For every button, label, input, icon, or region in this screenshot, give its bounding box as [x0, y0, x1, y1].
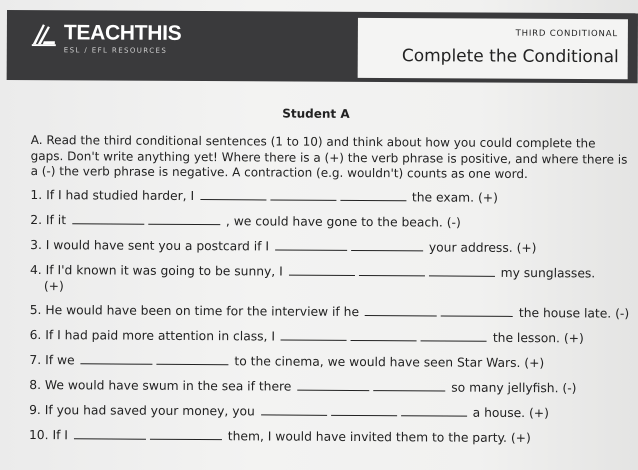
question-ending: your address. (+) [428, 239, 537, 255]
question-ending: my sunglasses. [500, 265, 596, 280]
answer-blank[interactable] [270, 188, 336, 200]
question-number: 6. [29, 327, 42, 342]
answer-blank[interactable] [72, 212, 144, 224]
question-item [30, 301, 630, 330]
question-number: 9. [29, 402, 41, 417]
answer-blank[interactable] [365, 304, 437, 316]
question-item [30, 211, 630, 240]
question-stem: If it [45, 212, 67, 227]
answer-blank[interactable] [156, 352, 228, 364]
answer-blank[interactable] [200, 188, 266, 200]
answer-blank[interactable] [74, 427, 146, 439]
question-stem: If we [45, 352, 75, 367]
teachthis-logo [31, 20, 182, 55]
question-stem: I would have sent you a postcard if I [45, 237, 270, 253]
question-item [30, 236, 630, 265]
answer-blank[interactable] [429, 264, 495, 276]
question-number: 4. [29, 262, 42, 277]
student-heading: Student A [282, 106, 350, 121]
answer-blank[interactable] [289, 263, 355, 275]
question-ending: , we could have gone to the beach. (-) [225, 213, 461, 230]
question-item [29, 376, 629, 405]
worksheet-category: THIRD CONDITIONAL [515, 28, 618, 40]
answer-blank[interactable] [281, 328, 347, 340]
question-list [29, 186, 631, 455]
answer-blank[interactable] [351, 238, 423, 250]
question-number: 8. [29, 377, 42, 392]
answer-blank[interactable] [359, 264, 425, 276]
question-item [29, 401, 629, 430]
question-ending: the lesson. (+) [492, 330, 584, 345]
book-icon [31, 20, 57, 46]
question-stem: If I had studied harder, I [46, 187, 195, 203]
question-ending: them, I would have invited them to the party. (+) [227, 428, 531, 445]
question-ending: the exam. (+) [411, 189, 498, 205]
answer-blank[interactable] [297, 378, 369, 390]
question-ending: to the cinema, we would have seen Star Wars. (+) [234, 353, 545, 370]
answer-blank[interactable] [340, 188, 406, 200]
answer-blank[interactable] [401, 404, 467, 416]
answer-blank[interactable] [148, 212, 220, 224]
answer-blank[interactable] [150, 427, 222, 439]
question-stem: If I had paid more attention in class, I [45, 327, 276, 343]
question-ending: so many jellyfish. (-) [451, 380, 577, 395]
brand-name: TEACHTHIS [63, 21, 182, 45]
answer-blank[interactable] [275, 238, 347, 250]
question-item [29, 351, 629, 380]
question-ending-line2: (+) [43, 278, 64, 293]
answer-blank[interactable] [80, 352, 152, 364]
question-number: 5. [29, 302, 42, 317]
question-stem: If I'd known it was going to be sunny, I [45, 262, 283, 279]
question-stem: If I [52, 427, 69, 442]
question-number: 7. [29, 352, 42, 367]
question-item [30, 186, 630, 215]
question-number: 1. [30, 187, 43, 202]
question-number: 2. [30, 212, 43, 227]
question-number: 10. [28, 427, 49, 442]
answer-blank[interactable] [441, 304, 513, 316]
question-item [30, 261, 630, 305]
worksheet-content [29, 105, 631, 455]
question-stem: He would have been on time for the interview if he [45, 302, 360, 319]
answer-blank[interactable] [331, 403, 397, 415]
question-ending: a house. (+) [472, 405, 549, 420]
answer-blank[interactable] [421, 329, 487, 341]
instructions: A. Read the third conditional sentences (1 to 10) and think about how you could complete the gaps. Don't write anything yet! Where there is a (+) the verb phrase is positive, and where there is a (-) the verb phrase is negative. A contraction (e.g. wouldn't) counts as one word. [30, 132, 628, 182]
brand-subtitle: ESL / EFL RESOURCES [63, 46, 168, 55]
question-ending: the house late. (-) [518, 305, 630, 321]
answer-blank[interactable] [351, 328, 417, 340]
question-item [29, 426, 629, 455]
question-stem: We would have swum in the sea if there [44, 377, 292, 394]
worksheet-title: Complete the Conditional [401, 46, 619, 68]
question-number: 3. [30, 237, 42, 252]
answer-blank[interactable] [261, 403, 327, 415]
answer-blank[interactable] [373, 379, 445, 391]
question-stem: If you had saved your money, you [44, 402, 255, 418]
question-item [29, 326, 629, 355]
header-band [7, 10, 638, 83]
title-box [358, 18, 628, 79]
